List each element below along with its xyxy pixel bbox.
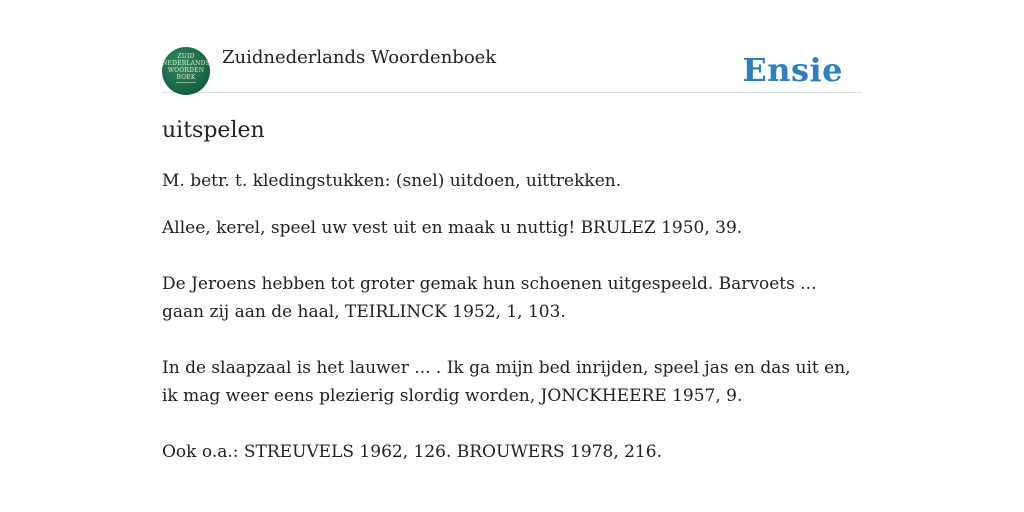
logo-line-3: WOORDEN [167,67,205,74]
logo-rule [176,82,196,83]
headword: uitspelen [162,118,265,143]
definition: M. betr. t. kledingstukken: (snel) uitdoen, uittrekken. [162,171,622,191]
logo-line-2: NEDERLANDS [162,60,210,67]
logo-line-4: BOEK [176,74,196,81]
example-quote: De Jeroens hebben tot groter gemak hun schoenen uitgespeeld. Barvoets ... gaan zij aan de haal, TEIRLINCK 1952, 1, 103. [162,274,817,322]
dictionary-logo[interactable] [162,47,210,95]
dictionary-entry [162,116,862,466]
example-quote: Ook o.a.: STREUVELS 1962, 126. BROUWERS 1978, 216. [162,442,662,462]
example-quote: Allee, kerel, speel uw vest uit en maak u nuttig! BRULEZ 1950, 39. [162,218,743,238]
site-name[interactable]: Zuidnederlands Woordenboek [222,47,497,68]
site-header [162,44,862,93]
ensie-brand-link[interactable]: Ensie [742,51,843,89]
example-quote: In de slaapzaal is het lauwer ... . Ik ga mijn bed inrijden, speel jas en das uit en, ik mag weer eens plezierig slordig worden, JONCKHEERE 1957, 9. [162,358,851,406]
logo-text [162,53,210,81]
logo-line-1: ZUID [177,53,195,60]
